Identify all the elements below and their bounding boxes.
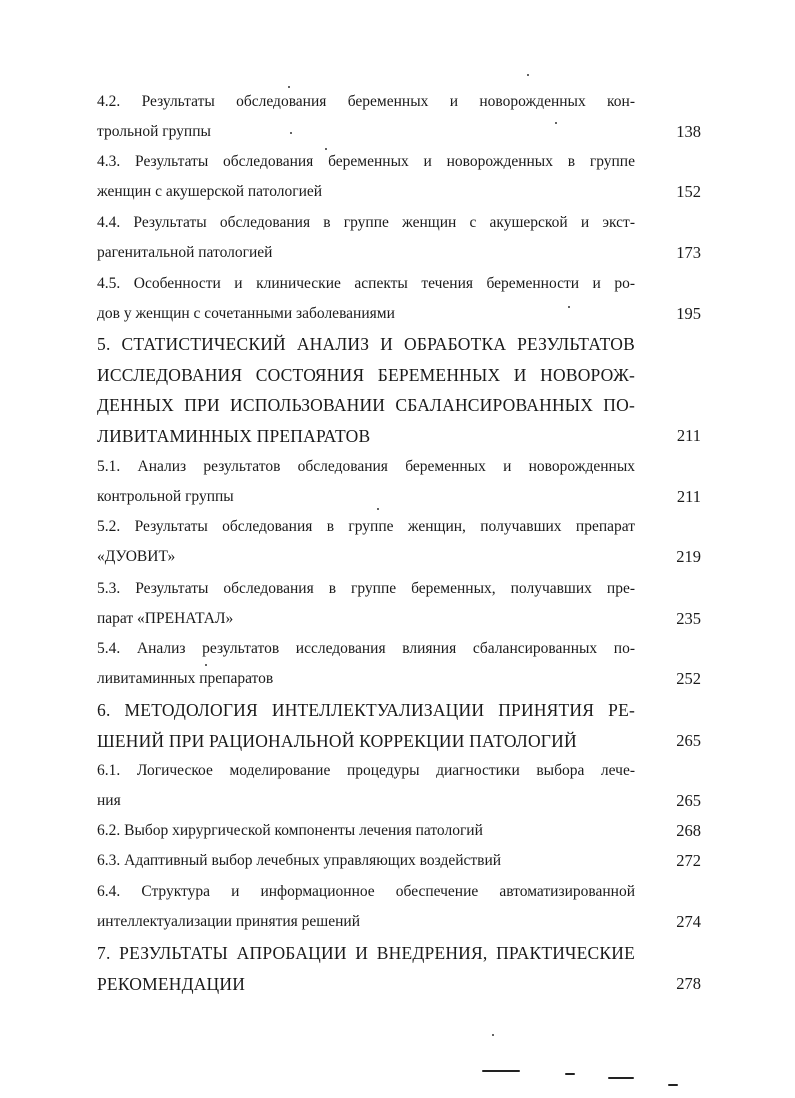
entry-line: женщин с акушерской патологией (97, 183, 323, 200)
scan-speck (527, 74, 529, 76)
chapter-heading-line: ИССЛЕДОВАНИЯ СОСТОЯНИЯ БЕРЕМЕННЫХ И НОВОРОЖ- (97, 365, 635, 385)
page-number: 278 (676, 974, 701, 993)
entry-line: 6.1. Логическое моделирование процедуры диагностики выбора лече- (97, 762, 635, 779)
entry-line: 5.3. Результаты обследования в группе беременных, получавших пре- (97, 580, 635, 597)
entry-line: 4.5. Особенности и клинические аспекты течения беременности и ро- (97, 275, 635, 292)
entry-line: 4.4. Результаты обследования в группе женщин с акушерской и экст- (97, 214, 635, 231)
scan-dash (565, 1073, 575, 1075)
chapter-heading-line: ШЕНИЙ ПРИ РАЦИОНАЛЬНОЙ КОРРЕКЦИИ ПАТОЛОГИЙ (97, 731, 577, 751)
entry-line: трольной группы (97, 123, 211, 140)
toc-entry-4-4 (97, 208, 701, 268)
page-number: 268 (676, 821, 701, 840)
entry-line: 4.2. Результаты обследования беременных и новорожденных кон- (97, 93, 635, 110)
chapter-heading-line: ДЕННЫХ ПРИ ИСПОЛЬЗОВАНИИ СБАЛАНСИРОВАННЫХ ПО- (97, 395, 635, 415)
page-number: 211 (676, 426, 701, 445)
chapter-heading-line: ЛИВИТАМИННЫХ ПРЕПАРАТОВ (97, 426, 371, 446)
page-number: 272 (676, 851, 701, 870)
toc-chapter-6 (97, 695, 701, 755)
chapter-heading-line: 7. РЕЗУЛЬТАТЫ АПРОБАЦИИ И ВНЕДРЕНИЯ, ПРАКТИЧЕСКИЕ (97, 943, 635, 963)
entry-line: 6.2. Выбор хирургической компоненты лечения патологий (97, 822, 483, 839)
toc-entry-5-1 (97, 452, 701, 512)
toc-entry-5-3 (97, 574, 701, 634)
toc-entry-6-3 (97, 846, 701, 876)
entry-line: «ДУОВИТ» (97, 548, 176, 565)
page-number: 138 (676, 122, 701, 141)
page-number: 152 (676, 182, 701, 201)
scan-speck (205, 664, 207, 666)
entry-line: 6.3. Адаптивный выбор лечебных управляющих воздействий (97, 852, 502, 869)
scan-speck (568, 306, 570, 308)
entry-line: 5.1. Анализ результатов обследования беременных и новорожденных (97, 458, 635, 475)
chapter-heading-line: РЕКОМЕНДАЦИИ (97, 974, 246, 994)
scan-speck (288, 86, 290, 88)
toc-entry-5-4 (97, 634, 701, 694)
page-number: 265 (676, 731, 701, 750)
page-number: 211 (676, 487, 701, 506)
toc-entry-6-1 (97, 756, 701, 816)
scan-dash (608, 1077, 634, 1079)
page-number: 235 (676, 609, 701, 628)
scan-speck (377, 508, 379, 510)
scan-speck (492, 1034, 494, 1036)
toc-entry-4-5 (97, 269, 701, 329)
entry-line: контрольной группы (97, 488, 234, 505)
page-number: 265 (676, 791, 701, 810)
entry-line: 6.4. Структура и информационное обеспечение автоматизированной (97, 883, 635, 900)
scan-dash (482, 1070, 520, 1072)
chapter-heading-line: 6. МЕТОДОЛОГИЯ ИНТЕЛЛЕКТУАЛИЗАЦИИ ПРИНЯТИЯ РЕ- (97, 700, 635, 720)
page-number: 195 (676, 304, 701, 323)
entry-line: парат «ПРЕНАТАЛ» (97, 610, 234, 627)
page-number: 274 (676, 912, 701, 931)
entry-line: ния (97, 792, 121, 809)
page-number: 173 (676, 243, 701, 262)
entry-line: ливитаминных препаратов (97, 670, 274, 687)
toc-chapter-7 (97, 938, 701, 1000)
entry-line: 5.2. Результаты обследования в группе женщин, получавших препарат (97, 518, 635, 535)
entry-line: дов у женщин с сочетанными заболеваниями (97, 305, 395, 322)
toc-entry-4-2 (97, 87, 701, 147)
chapter-heading-line: 5. СТАТИСТИЧЕСКИЙ АНАЛИЗ И ОБРАБОТКА РЕЗУЛЬТАТОВ (97, 334, 635, 354)
scan-speck (325, 148, 327, 150)
scan-dash (668, 1084, 678, 1086)
toc-entry-4-3 (97, 147, 701, 207)
toc-entry-5-2 (97, 512, 701, 572)
page-number: 252 (676, 669, 701, 688)
entry-line: 5.4. Анализ результатов исследования влияния сбалансированных по- (97, 640, 635, 657)
entry-line: интеллектуализации принятия решений (97, 913, 361, 930)
toc-chapter-5 (97, 329, 701, 451)
entry-line: 4.3. Результаты обследования беременных и новорожденных в группе (97, 153, 635, 170)
scan-speck (290, 132, 292, 134)
scan-speck (555, 122, 557, 124)
entry-line: рагенитальной патологией (97, 244, 273, 261)
toc-entry-6-2 (97, 816, 701, 846)
page-number: 219 (676, 547, 701, 566)
toc-entry-6-4 (97, 877, 701, 937)
